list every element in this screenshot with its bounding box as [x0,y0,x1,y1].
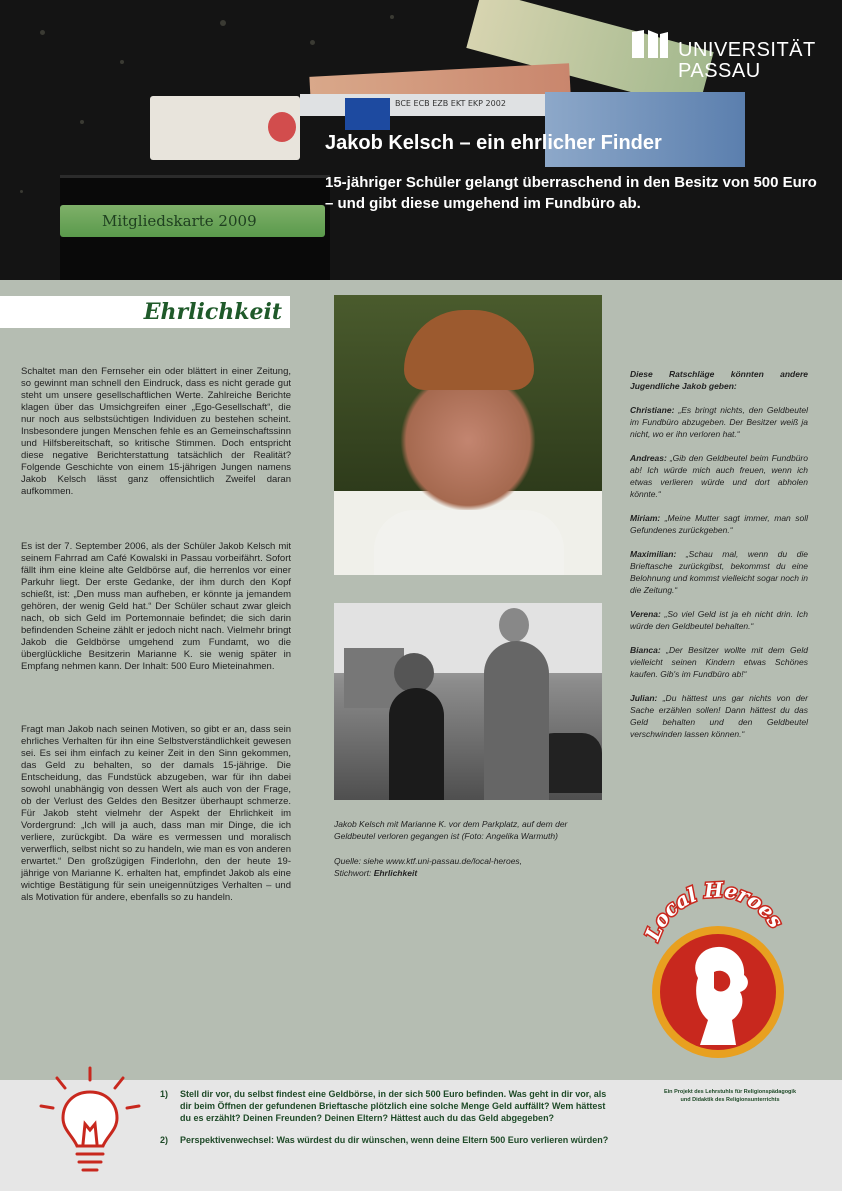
advice-quotes [630,368,808,752]
photo-caption: Jakob Kelsch mit Marianne K. vor dem Parkplatz, auf dem der Geldbeutel verloren gegangen ist (Foto: Angelika Warmuth) [334,819,568,841]
quote-item [630,644,808,680]
badge-text: Local Heroes [640,880,789,944]
article-paragraph-2: Es ist der 7. September 2006, als der Schüler Jakob Kelsch mit seinem Fahrrad am Café Kowalski in Passau vorbeifährt. Sofort fällt ihm eine kleine alte Geldbörse auf, die herrenlos vor einer Parkuhr liegt. Der erste Gedanke, der ihm durch den Kopf schießt, ist: „Den muss man aufheben, er könnte ja jemandem gehören, der wenig Geld hat.“ Der Schüler schaut zwar gleich nach, ob sich Geld im Portemonnaie befindet; die sich darin befindenden Scheine zählt er jedoch nicht nach. Vielmehr bringt Jakob die Geldbörse umgehend zum Fundamt, wo die überglückliche Besitzerin Marianne K. sie wenig später in Empfang nehmen kann. Der Inhalt: 500 Euro Mieteinahmen. [21,541,291,672]
quote-name: Verena: [630,609,661,619]
banknote-20-strip [300,94,550,116]
task-list [160,1088,610,1156]
quote-text: „Gib den Geldbeutel beim Fundbüro ab! Ich würde mich auch freuen, wenn ich etwas verlieren würde und dort abholen könnte.“ [630,453,808,499]
article-paragraph-1: Schaltet man den Fernseher ein oder blättert in einer Zeitung, so gewinnt man schnell den Eindruck, dass es nicht gerade gut steht um unsere gesellschaftlichen Werte. Zahlreiche Berichte klagen über das Umsichgreifen einer „Ego-Gesellschaft“, die nur noch aus selbstsüchtigen Individuen zu bestehen scheint. Insbesondere jungen Menschen fehle es an Gemeinschaftssinn und Hilfsbereitschaft, so kritische Stimmen. Doch entspricht diese negative Berichterstattung tatsächlich der Realität? Folgende Geschichte von einem 15-jährigen Jungen namens Jakob Kelsch lässt ganz offensichtlich Zweifel daran aufkommen. [21,366,291,497]
quote-item [630,692,808,740]
lightbulb-icon [35,1064,145,1184]
portrait-hair-shape [404,310,534,390]
university-logo-text [678,40,816,82]
logo-line2: PASSAU [678,60,761,82]
quote-text: „Du hättest uns gar nichts von der Sache erzählen sollen! Dann hättest du das Geld behalten und den Geldbeutel verschwinden lassen können.“ [630,693,808,739]
local-heroes-badge [636,880,796,1060]
quote-item [630,404,808,440]
source-line: Quelle: siehe www.ktf.uni-passau.de/local-heroes, [334,856,523,866]
banknote-20-image [545,92,745,167]
quote-name: Andreas: [630,453,667,463]
maestro-logo-image [268,112,296,142]
project-line1: Ein Projekt des Lehrstuhls für Religionspädagogik [663,1089,797,1095]
quote-name: Miriam: [630,513,661,523]
woman-body-shape [389,688,444,800]
eu-flag-image [345,98,390,130]
quote-text: „So viel Geld ist ja eh nicht drin. Ich würde den Geldbeutel behalten.“ [630,609,808,631]
quote-name: Bianca: [630,645,661,655]
quotes-intro: Diese Ratschläge könnten andere Jugendliche Jakob geben: [630,369,808,391]
section-heading: Ehrlichkeit [0,296,290,328]
university-logo-icon [630,28,670,60]
quote-text: „Es bringt nichts, den Geldbeutel im Fundbüro abzugeben. Der Besitzer weiß ja nicht, wo er ihn verloren hat.“ [630,405,808,439]
woman-head-shape [394,653,434,693]
quote-item [630,548,808,596]
handover-photo [334,603,602,800]
portrait-photo [334,295,602,575]
quote-name: Maximilian: [630,549,677,559]
project-note [640,1088,820,1104]
task-text: Stell dir vor, du selbst findest eine Geldbörse, in der sich 500 Euro befinden. Was geht in dir vor, als dir beim Öffnen der gefundenen Brieftasche plötzlich eine solche Menge Geld auffällt? Wem hättest du es erzählt? Deinen Freunden? Deinen Eltern? Hättest auch du das Geld abgegeben? [180,1089,607,1123]
task-item [160,1134,610,1146]
quote-item [630,512,808,536]
task-number: 2) [160,1135,169,1145]
quote-text: „Meine Mutter sagt immer, man soll Gefundenes zurückgeben.“ [630,513,808,535]
boy-body-shape [484,641,549,800]
quote-text: „Schau mal, wenn du die Brieftasche zurückgibst, bekommst du eine Belohnung und kommst vielleicht sogar noch in die Zeitung.“ [630,549,808,595]
task-number: 1) [160,1089,169,1099]
quote-item [630,608,808,632]
quote-name: Julian: [630,693,658,703]
project-line2: und Didaktik des Religionsunterrichts [680,1097,780,1103]
banknote-text: BCE ECB EZB EKT EKP 2002 [395,99,506,108]
boy-head-shape [499,608,529,642]
source-note [334,855,604,879]
keyword-prefix: Stichwort: [334,868,374,878]
page-title: Jakob Kelsch – ein ehrlicher Finder [325,132,662,154]
membership-card: Mitgliedskarte 2009 [60,205,325,237]
quote-name: Christiane: [630,405,675,415]
page-subtitle: 15-jähriger Schüler gelangt überraschend in den Besitz von 500 Euro – und gibt diese umgehend im Fundbüro ab. [325,174,817,212]
keyword-line [334,867,604,879]
task-item [160,1088,610,1124]
article-paragraph-3: Fragt man Jakob nach seinen Motiven, so gibt er an, dass sein ehrliches Verhalten für ihn eine Selbstverständlichkeit gewesen sei. Es sei ihm einfach zu keiner Zeit in den Sinn gekommen, das Geld zu behalten, so der damals 15-jährige. Die Entscheidung, das Fundstück abzugeben, war für ihn dabei sowohl unabhängig von dessen Wert als auch von der Frage, ob der Verlust des Geldes den Besitzer überhaupt schmerze. Für Jakob steht vielmehr der Aspekt der Ehrlichkeit im Vordergrund: „Ich will ja auch, dass man mir Dinge, die ich verliere, zurückgibt. Da wäre es vermessen und moralisch verwerflich, selbst nicht so zu handeln, wie man es von anderen erwartet.“ Den großzügigen Finderlohn, den der heute 19-jährige von Marianne K. erhalten hat, empfindet Jakob als eine wichtige Bestätigung für sein uneigennütziges Verhalten – und als Motivation für andere, ebenfalls so zu handeln. [21,724,291,903]
header-banner [0,0,842,280]
logo-line1: UNIVERSITÄT [678,39,816,61]
quote-item [630,452,808,500]
portrait-shirt-shape [374,510,564,575]
task-text: Perspektivenwechsel: Was würdest du dir wünschen, wenn deine Eltern 500 Euro verlieren würden? [180,1135,609,1145]
keyword-value: Ehrlichkeit [373,868,418,878]
quote-text: „Der Besitzer wollte mit dem Geld vielleicht seinen Kindern etwas Schönes kaufen. Gib's im Fundbüro ab!“ [630,645,808,679]
